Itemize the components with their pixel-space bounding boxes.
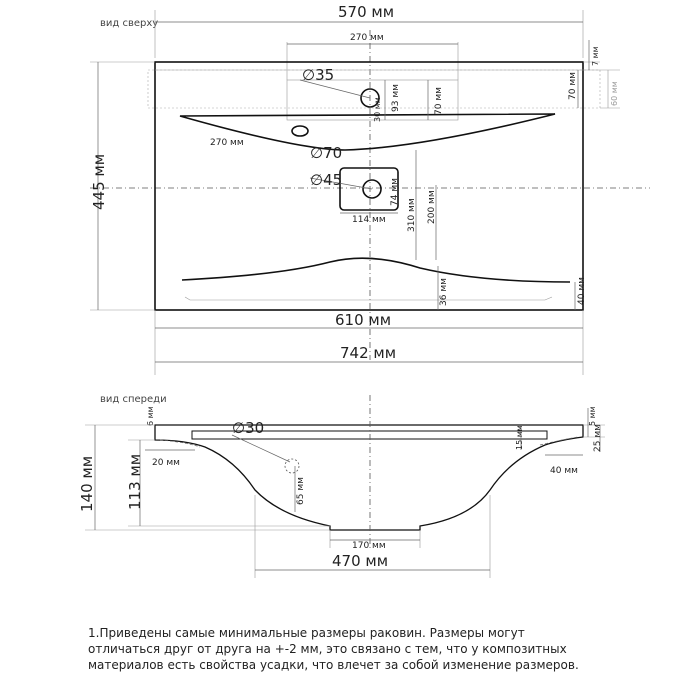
dim-140-label: 140 мм: [78, 455, 96, 512]
dim-610-width: [155, 310, 583, 335]
dim-742-label: 742 мм: [340, 344, 397, 362]
front-view-label: вид спереди: [100, 394, 167, 405]
dim-310-label: 310 мм: [407, 198, 417, 232]
dim-70-right-label: 70 мм: [568, 72, 578, 100]
dim-25-label: 25 мм: [593, 424, 603, 452]
dim-60-label: 60 мм: [610, 81, 619, 106]
dim-6-label: 6 мм: [146, 406, 155, 426]
footnote-line-1: 1.Приведены самые минимальные размеры раковин. Размеры могут: [88, 626, 525, 640]
dim-40-top-label: 40 мм: [577, 277, 587, 305]
footnote-line-2: отличаться друг от друга на +-2 мм, это связано с тем, что у композитных: [88, 642, 567, 656]
dim-d35: [300, 66, 370, 98]
basin-lower-curve: [182, 258, 570, 282]
dim-270-top-label: 270 мм: [350, 33, 384, 43]
d70-label: ∅70: [310, 144, 343, 162]
dim-570-label: 570 мм: [338, 3, 395, 21]
sink-outline-top: [155, 62, 583, 310]
dim-445-height: [90, 62, 155, 310]
footnote-line-3: материалов есть свойства усадки, что влечет за собой изменение размеров.: [88, 658, 579, 672]
dim-270-left-label: 270 мм: [210, 138, 244, 148]
dim-20-label: 20 мм: [152, 458, 180, 468]
d30-label: ∅30: [232, 419, 265, 437]
dim-310-200: [407, 150, 437, 260]
top-view-label: вид сверху: [100, 18, 159, 29]
dim-right-top: [568, 40, 620, 108]
dim-114-label: 114 мм: [352, 215, 386, 225]
dim-74-label: 74 мм: [390, 178, 400, 206]
dim-70-mid-label: 70 мм: [434, 87, 444, 115]
dim-610-label: 610 мм: [335, 311, 392, 329]
dim-5-label: 5 мм: [588, 406, 597, 426]
overflow-hole: [292, 126, 308, 136]
dim-113-label: 113 мм: [126, 453, 144, 510]
dim-470-label: 470 мм: [332, 552, 389, 570]
dim-93-label: 93 мм: [391, 84, 401, 112]
dim-570-width: [155, 3, 583, 58]
footnote: [88, 625, 688, 673]
dim-200-label: 200 мм: [427, 190, 437, 224]
dim-742-width: [155, 335, 583, 375]
dim-30-label: 30 мм: [373, 97, 382, 122]
dim-445-label: 445 мм: [90, 153, 108, 210]
dim-7-label: 7 мм: [591, 46, 600, 66]
front-rim-line: [185, 297, 552, 300]
dim-d70: [310, 144, 342, 162]
dim-170-label: 170 мм: [352, 541, 386, 551]
dim-36-label: 36 мм: [439, 278, 449, 306]
d45-label: ∅45: [310, 171, 343, 189]
dim-65-label: 65 мм: [296, 477, 306, 505]
dim-170-width: [330, 530, 420, 551]
dim-15-label: 15 мм: [515, 425, 524, 450]
d35-label: ∅35: [302, 66, 335, 84]
dim-40-front-label: 40 мм: [550, 466, 578, 476]
